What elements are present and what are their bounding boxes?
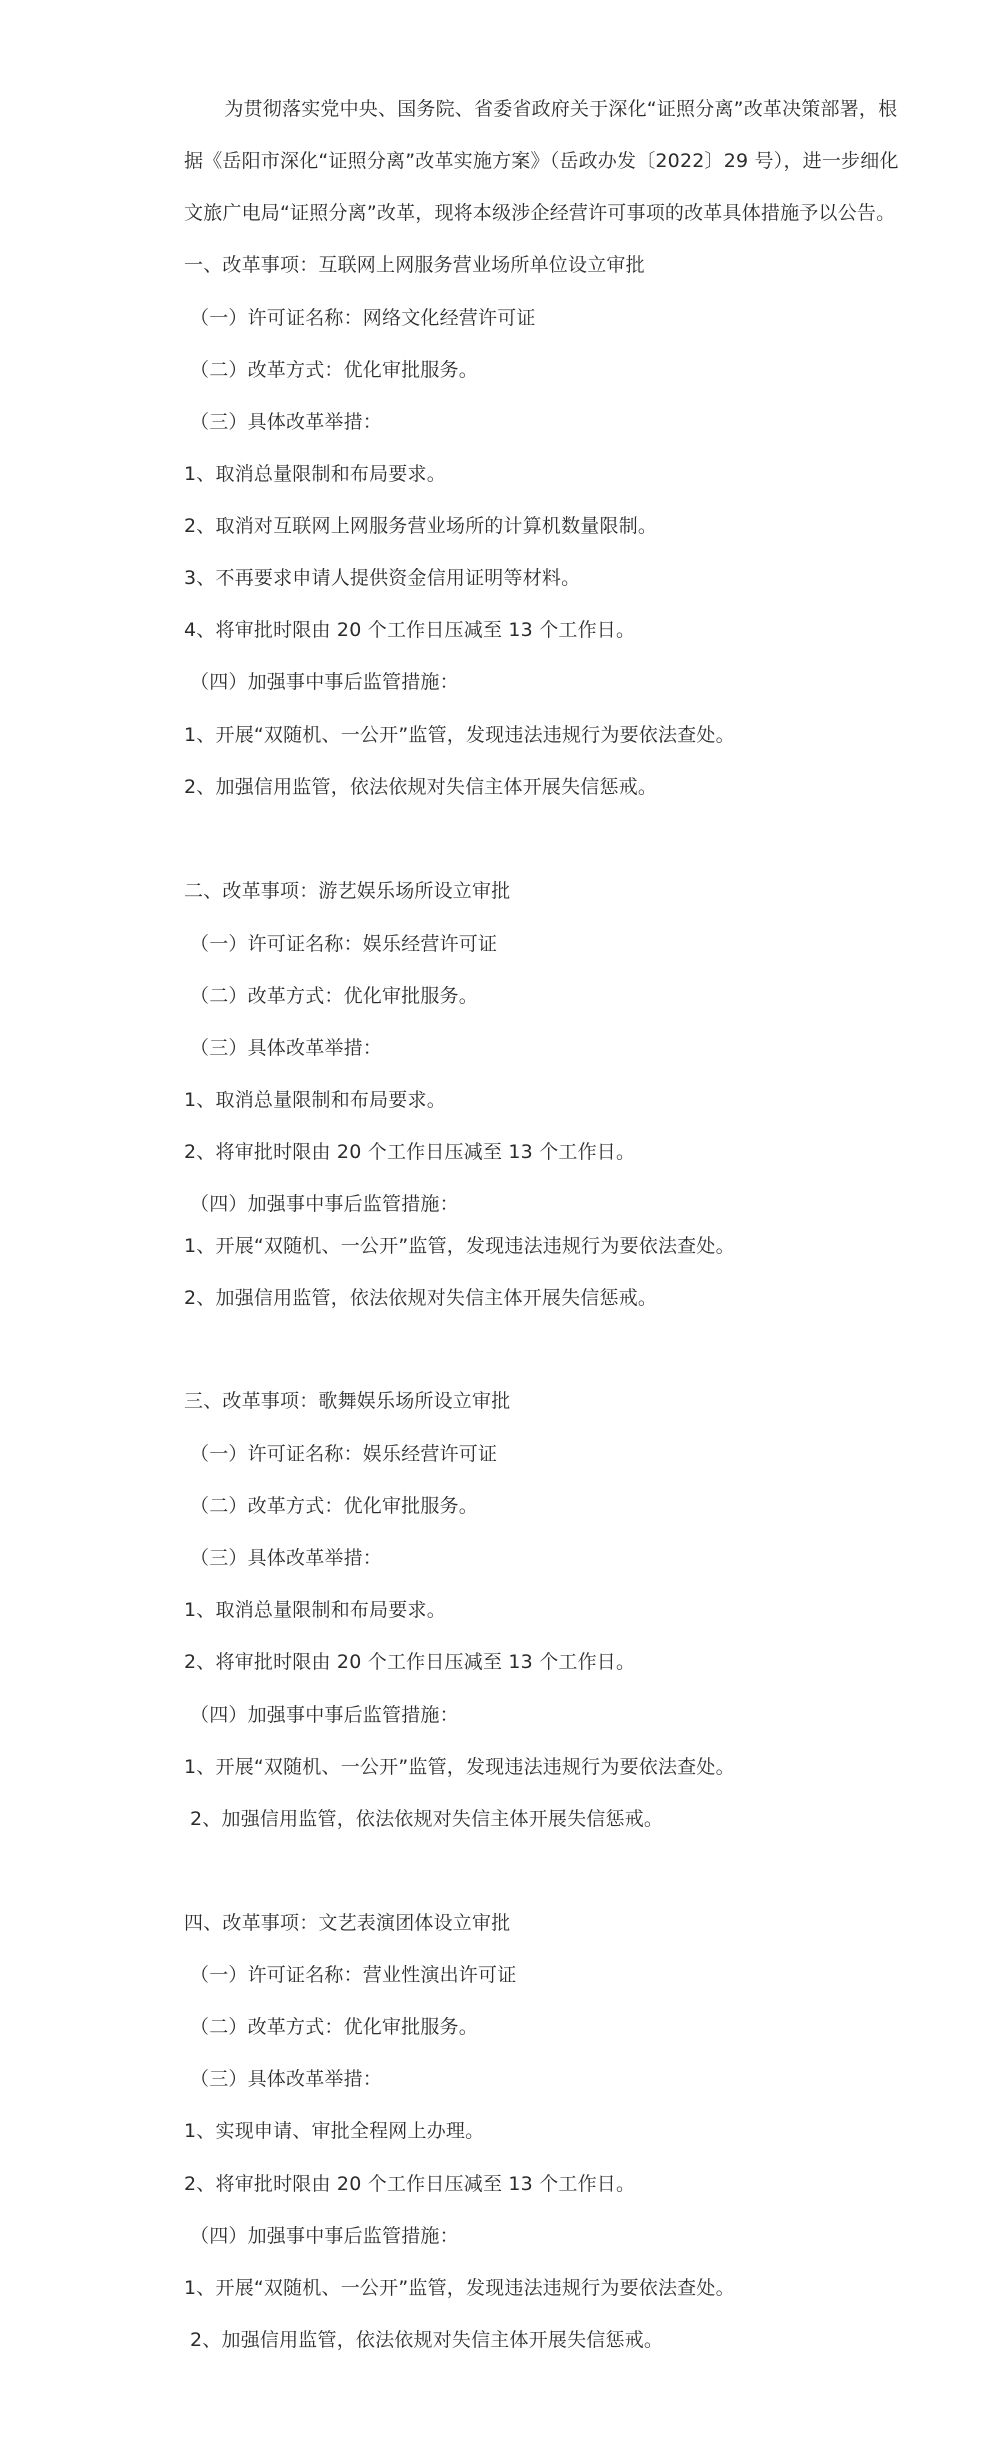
supervision-heading: （四）加强事中事后监管措施： bbox=[190, 1193, 459, 1215]
measure-item: 2、将审批时限由 20 个工作日压减至 13 个工作日。 bbox=[184, 1141, 636, 1163]
supervision-item: 1、开展“双随机、一公开”监管，发现违法违规行为要依法查处。 bbox=[184, 2277, 735, 2299]
measure-item: 1、取消总量限制和布局要求。 bbox=[184, 1089, 446, 1111]
intro-line: 文旅广电局“证照分离”改革，现将本级涉企经营许可事项的改革具体措施予以公告。 bbox=[184, 202, 896, 224]
section-title: 三、改革事项：歌舞娱乐场所设立审批 bbox=[184, 1390, 511, 1412]
supervision-item: 2、加强信用监管，依法依规对失信主体开展失信惩戒。 bbox=[184, 776, 658, 798]
measures-heading: （三）具体改革举措： bbox=[190, 2068, 383, 2090]
measure-item: 1、实现申请、审批全程网上办理。 bbox=[184, 2120, 485, 2142]
reform-method: （二）改革方式：优化审批服务。 bbox=[190, 359, 479, 381]
reform-method: （二）改革方式：优化审批服务。 bbox=[190, 2016, 479, 2038]
supervision-item: 2、加强信用监管，依法依规对失信主体开展失信惩戒。 bbox=[190, 2329, 664, 2351]
measure-item: 1、取消总量限制和布局要求。 bbox=[184, 1599, 446, 1621]
measure-item: 4、将审批时限由 20 个工作日压减至 13 个工作日。 bbox=[184, 619, 636, 641]
supervision-item: 2、加强信用监管，依法依规对失信主体开展失信惩戒。 bbox=[184, 1287, 658, 1309]
measure-item: 3、不再要求申请人提供资金信用证明等材料。 bbox=[184, 567, 581, 589]
measure-item: 2、取消对互联网上网服务营业场所的计算机数量限制。 bbox=[184, 515, 658, 537]
measure-item: 2、将审批时限由 20 个工作日压减至 13 个工作日。 bbox=[184, 2173, 636, 2195]
supervision-item: 1、开展“双随机、一公开”监管，发现违法违规行为要依法查处。 bbox=[184, 724, 735, 746]
reform-method: （二）改革方式：优化审批服务。 bbox=[190, 985, 479, 1007]
supervision-item: 1、开展“双随机、一公开”监管，发现违法违规行为要依法查处。 bbox=[184, 1756, 735, 1778]
section-title: 一、改革事项：互联网上网服务营业场所单位设立审批 bbox=[184, 254, 645, 276]
license-name: （一）许可证名称：营业性演出许可证 bbox=[190, 1964, 517, 1986]
measures-heading: （三）具体改革举措： bbox=[190, 1547, 383, 1569]
supervision-item: 1、开展“双随机、一公开”监管，发现违法违规行为要依法查处。 bbox=[184, 1235, 735, 1257]
supervision-item: 2、加强信用监管，依法依规对失信主体开展失信惩戒。 bbox=[190, 1808, 664, 1830]
license-name: （一）许可证名称：娱乐经营许可证 bbox=[190, 933, 498, 955]
section-title: 四、改革事项：文艺表演团体设立审批 bbox=[184, 1912, 511, 1934]
license-name: （一）许可证名称：网络文化经营许可证 bbox=[190, 307, 536, 329]
measures-heading: （三）具体改革举措： bbox=[190, 1037, 383, 1059]
intro-line: 为贯彻落实党中央、国务院、省委省政府关于深化“证照分离”改革决策部署，根 bbox=[186, 98, 898, 120]
supervision-heading: （四）加强事中事后监管措施： bbox=[190, 1704, 459, 1726]
section-title: 二、改革事项：游艺娱乐场所设立审批 bbox=[184, 880, 511, 902]
reform-method: （二）改革方式：优化审批服务。 bbox=[190, 1495, 479, 1517]
license-name: （一）许可证名称：娱乐经营许可证 bbox=[190, 1443, 498, 1465]
supervision-heading: （四）加强事中事后监管措施： bbox=[190, 2225, 459, 2247]
measures-heading: （三）具体改革举措： bbox=[190, 411, 383, 433]
measure-item: 1、取消总量限制和布局要求。 bbox=[184, 463, 446, 485]
measure-item: 2、将审批时限由 20 个工作日压减至 13 个工作日。 bbox=[184, 1651, 636, 1673]
intro-line: 据《岳阳市深化“证照分离”改革实施方案》（岳政办发〔2022〕29 号），进一步细化 bbox=[184, 150, 899, 172]
supervision-heading: （四）加强事中事后监管措施： bbox=[190, 671, 459, 693]
